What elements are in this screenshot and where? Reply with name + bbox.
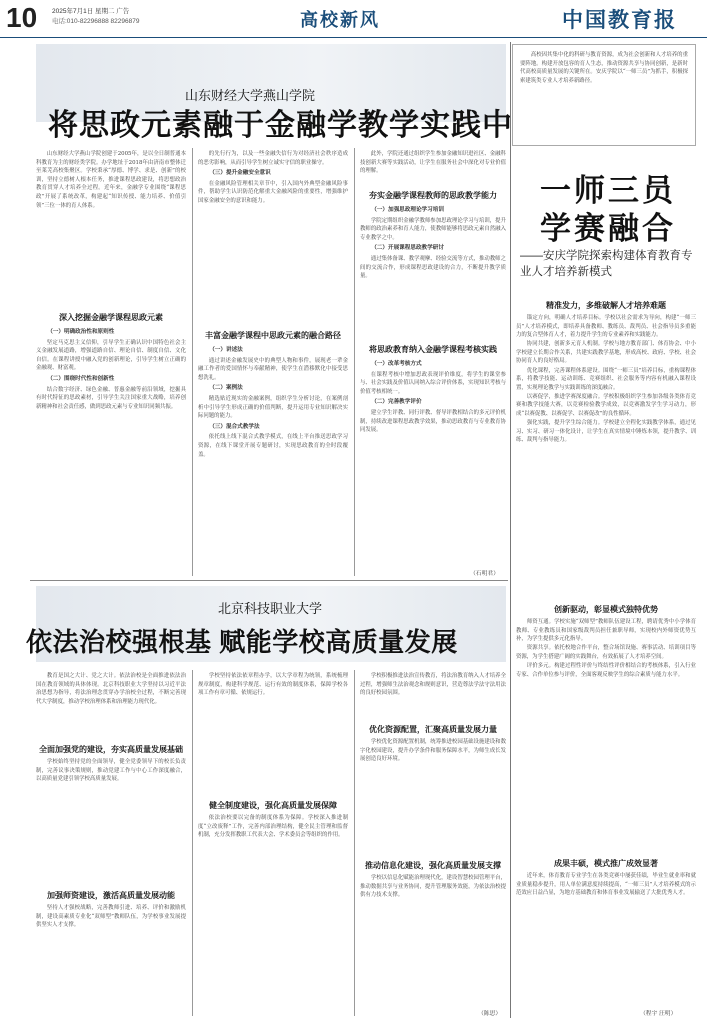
article2-paragraph: 学校积极推进法治宣传教育，将法治教育纳入人才培养全过程，增强师生法治观念和规则意识，营造尊法学法守法用法的良好校园氛围。 [360,673,506,697]
article2-paragraph: 学校始终坚持党的全面领导，健全党委领导下的校长负责制，完善议事决策规则，推动党建工作与中心工作深度融合，以高质量党建引领学校高质量发展。 [36,759,186,783]
article1-kicker: 山东财经大学燕山学院 [184,88,315,103]
sidebar-paragraph: 资源共享。依托校地合作平台，整合场馆设施、赛事活动、培训项目等资源，为学生搭建广阔的实践舞台，有效拓展了人才培养空间。 [516,645,696,660]
article2-author: （陈思） [478,1011,502,1017]
article1-h2: （二）围绕时代性和创新性 [47,375,115,382]
article1-paragraph: 精选贴近现实的金融案例，组织学生分析讨论，在案例剖析中引导学生形成正确的价值判断，提升运用专业知识解决实际问题的能力。 [198,395,348,420]
article-divider [30,580,508,581]
article2-col3-body [360,874,506,1004]
article2-col1-top [36,672,186,742]
column-rule [354,148,355,576]
sidebar-paragraph: 近年来，体育教育专业学生在各类竞赛中屡获佳绩，毕业生就业率和就业质量稳步提升，用人单位满意度持续提高，“一师三员”人才培养模式的示范效应日益凸显，为地方基础教育和体育事业发展输送了大批优秀人才。 [516,873,696,897]
article1-teacher-heading: （一）加强思政理论学习培训 [371,207,444,213]
article1-paragraph: 在课程考核中增加思政表现评价维度，将学生的课堂参与、社会实践及价值认同纳入综合评价体系，实现知识考核与价值考核相统一。 [360,371,506,395]
sidebar-paragraph: 以赛促学，推进学赛深度融合。学校积极组织学生参加各级各类体育竞赛和教学技能大赛，以竞赛检验教学成效，以竞赛激发学生学习动力，形成“以赛促教、以赛促学、以赛促改”的良性循环。 [516,393,696,418]
article2-col3-top [360,672,506,722]
article1-col1-body [36,326,186,576]
article1-method-heading: （三）混合式教学法 [209,423,260,430]
sidebar-intro-text: 高校因其集中化的科研与教育资源，成为社会创新和人才培养的重要阵地。构建开放包容的育人生态，推动资源共享与协同创新，是新时代高校高质量发展的关键所在。安庆学院以“一师三员”为抓手，积极探索建筑类专业人才培养新路径。 [520,52,688,84]
sidebar-subhead-1: 精准发力，多维破解人才培养难题 [546,301,666,310]
article1-col1-top [36,150,186,310]
article2-paragraph: 学校优化资源配置机制，统筹推进校园基础设施建设和数字化校园建设，提升办学条件和服务保障水平，为师生成长发展创造良好环境。 [360,739,506,763]
article1-paragraph: 在金融风险管理相关章节中，引入国内外典型金融风险事件，帮助学生认识防范化解重大金融风险的重要性，增强维护国家金融安全的意识和能力。 [198,180,348,204]
article1-headline: 将思政元素融于金融学教学实践中 [48,109,513,142]
article1-assessment-heading: （二）完善教学评价 [371,399,422,406]
article1-method-heading: （二）案例法 [209,385,243,392]
article1-paragraph: 的先行行为，以及一些金融失信行为对经济社会秩序造成的恶劣影响，从而引导学生树立诚实守信的职业操守。 [198,151,348,166]
article1-author: （石明君） [470,571,499,577]
article1-col3-body [360,358,506,566]
article2-col3-mid [360,738,506,858]
article2-subhead-3: 健全制度建设，强化高质量发展保障 [209,801,337,810]
masthead-meta [52,7,139,27]
article2-kicker: 北京科技职业大学 [217,601,322,616]
sidebar-paragraph: 师资互通。学校实施“双师型”教师队伍建设工程，聘请优秀中小学体育教师、专业教练员和国家级裁判员担任兼职导师，实现校内外师资优势互补，为学生提供多元化指导。 [516,619,696,643]
article1-paragraph: 建立学生评教、同行评教、督导评教相结合的多元评价机制，持续改进课程思政教学效果，推动思政教育与专业教育协同发展。 [360,409,506,434]
article1-teacher-heading: （二）开展课程思政教学研讨 [371,245,444,252]
article2-paragraph: 依法治校要以完备的制度体系为保障。学校深入推进制度“立改废释”工作，完善内部治理结构，健全民主管理和监督机制，充分发挥教职工代表大会、学术委员会等组织的作用。 [198,815,348,839]
article1-col3-mid [360,204,506,344]
sidebar-subhead-3: 成果丰硕，模式推广成效显著 [554,859,658,868]
article1-paragraph: 通过讲述金融发展史中的典型人物和事件，展现老一辈金融工作者的爱国情怀与奉献精神，使学生在潜移默化中接受思想洗礼。 [198,357,348,381]
sidebar-title-line1: 一师三员 [540,173,676,208]
sidebar-body-3 [516,872,696,1004]
article1-subhead-2: 丰富金融学课程中思政元素的融合路径 [205,331,341,340]
page-number: 10 [6,2,38,33]
article1-subhead-3: 夯实金融学课程教师的思政教学能力 [369,191,497,200]
sidebar-rule [510,42,511,1018]
section-title: 高校新风 [300,10,380,31]
article1-paragraph: 依托线上线下混合式教学模式，在线上平台推送思政学习资源，在线下课堂开展专题研讨，实现思政教育的全时段覆盖。 [198,434,348,458]
article2-headline: 依法治校强根基 赋能学校高质量发展 [26,627,458,657]
article1-subhead-1: 深入挖掘金融学课程思政元素 [59,313,163,322]
newspaper-logo: 中国教育报 [562,7,677,32]
article1-col2-top [198,150,348,310]
article1-paragraph: 坚定马克思主义信仰，引导学生正确认识中国特色社会主义金融发展道路，增强道路自信、理论自信、制度自信、文化自信。在课程讲授中融入党的创新理论，引导学生树立正确的金融观、财富观。 [36,339,186,372]
article2-col2-top [198,672,348,792]
sidebar-title-line2: 学赛融合 [540,211,676,246]
article2-subhead-2: 加强师资建设，激活高质量发展动能 [47,891,175,900]
article2-paragraph: 学校坚持依法依章程办学，以大学章程为统领，系统梳理规章制度，构建科学规范、运行有效的制度体系，保障学校各项工作有章可循、依规运行。 [198,673,348,697]
article1-col3-top [360,150,506,190]
sidebar-intro-box [512,44,696,146]
article1-col2-body [198,344,348,576]
sidebar-intro [520,51,688,141]
column-rule [354,670,355,1016]
article2-subhead-1: 全面加强党的建设，夯实高质量发展基础 [39,745,183,754]
column-rule [192,148,193,576]
article2-subhead-5: 推动信息化建设，强化高质量发展支撑 [365,861,501,870]
sidebar-body-2 [516,618,696,854]
article1-paragraph: 通过集体备课、教学观摩、经验交流等方式，推动教师之间的交流合作，形成课程思政建设的合力，不断提升教学质量。 [360,255,506,280]
article2-col1-body [36,904,186,1014]
article1-method-heading: （一）讲述法 [209,347,243,353]
contact-line: 电话:010-82296888 82296879 [52,18,140,25]
sidebar-author: （程宇 汪明） [640,1011,677,1017]
article1-h1: （一）明确政治性和原则性 [47,329,115,335]
article1-h3: （三）提升金融安全意识 [209,170,271,177]
article1-intro: 山东财经大学燕山学院创建于2005年，是以全日制普通本科教育为主的财经类学院。办学地址于2018年由济南市整体迁至莱芜高校集聚区。学校秉承“厚德、博学、求是、创新”的校训，坚持立德树人根本任务，推进课程思政建设，将思想政治教育贯穿人才培养全过程。近年来，金融学专业围绕“课程思政”开展了系统改革，构建起“知识传授、能力培养、价值引领”三位一体的育人体系。 [36,151,186,209]
sidebar-paragraph: 协同共建，创新多元育人机制。学校与地方教育部门、体育协会、中小学校建立长期合作关系，共建实践教学基地，形成高校、政府、学校、社会协同育人的良好格局。 [516,341,696,365]
sidebar-paragraph: 强化实践，提升学生综合能力。学校建立全程化实践教学体系，通过见习、实习、研习一体化设计，让学生在真实情境中锤炼本领，提升教学、训练、裁判与指导能力。 [516,420,696,444]
sidebar-title [540,172,676,248]
article2-subhead-4: 优化资源配置，汇聚高质量发展力量 [369,725,497,734]
article2-paragraph: 坚持人才强校战略，完善教师引进、培养、评价和激励机制，建设高素质专业化“双师型”教师队伍，为学校事业发展提供坚实人才支撑。 [36,905,186,929]
sidebar-subhead-2: 创新驱动，彰显模式独特优势 [554,605,658,614]
date-line: 2025年7月1日 星期二 广告 [52,8,130,15]
article1-subhead-4: 将思政教育纳入金融学课程考核实践 [369,345,497,354]
article2-col1-mid [36,758,186,888]
article2-paragraph: 学校以信息化赋能治理现代化，建设智慧校园管理平台，推动数据共享与业务协同，提升管理服务效能，为依法治校提供有力技术支撑。 [360,875,506,899]
article1-paragraph: 学院定期组织金融学教师参加思政理论学习与培训，提升教师的政治素养和育人能力，使教师能够将思政元素自然融入专业教学之中。 [360,217,506,241]
sidebar-paragraph: 优化课程，完善课程体系建设。围绕“一师三员”培养目标，重构课程体系，将教学技能、运动训练、竞赛组织、社会服务等内容有机融入课程设置，实现理论教学与实践训练的深度融合。 [516,367,696,391]
article2-paragraph: 教育是国之大计、党之大计。依法治校是全面推进依法治国在教育领域的具体体现。北京科技职业大学坚持以习近平法治思想为指导，将法治理念贯穿办学治校全过程，不断完善现代大学制度，推动学校治理体系和治理能力现代化。 [36,673,186,705]
sidebar-subtitle: ——安庆学院探索构建体育教育专业人才培养新模式 [520,250,693,278]
sidebar-body-1 [516,314,696,600]
masthead [0,0,707,38]
sidebar-paragraph: 评价多元。构建过程性评价与终结性评价相结合的考核体系，引入行业专家、合作单位参与评价，全面客观反映学生的综合素质与能力水平。 [516,662,696,678]
sidebar-paragraph: 锚定方向，明确人才培养目标。学校以社会需求为导向，构建“一师三员”人才培养模式，即培养具备教师、教练员、裁判员、社会指导员多重能力的复合型体育人才，着力提升学生的专业素养和实践能力。 [516,315,696,339]
article1-paragraph: 结合数字经济、绿色金融、普惠金融等前沿领域，挖掘具有时代特征的思政素材，引导学生关注国家重大战略，培养创新精神和社会责任感，做到思政元素与专业知识同频共振。 [36,386,186,410]
article2-col2-body [198,814,348,1014]
article1-assessment-heading: （一）改革考核方式 [371,361,422,367]
column-rule [192,670,193,1016]
article1-paragraph: 此外，学院还通过组织学生参加金融知识进社区、金融科技创新大赛等实践活动，让学生在服务社会中深化对专业价值的理解。 [360,151,506,175]
